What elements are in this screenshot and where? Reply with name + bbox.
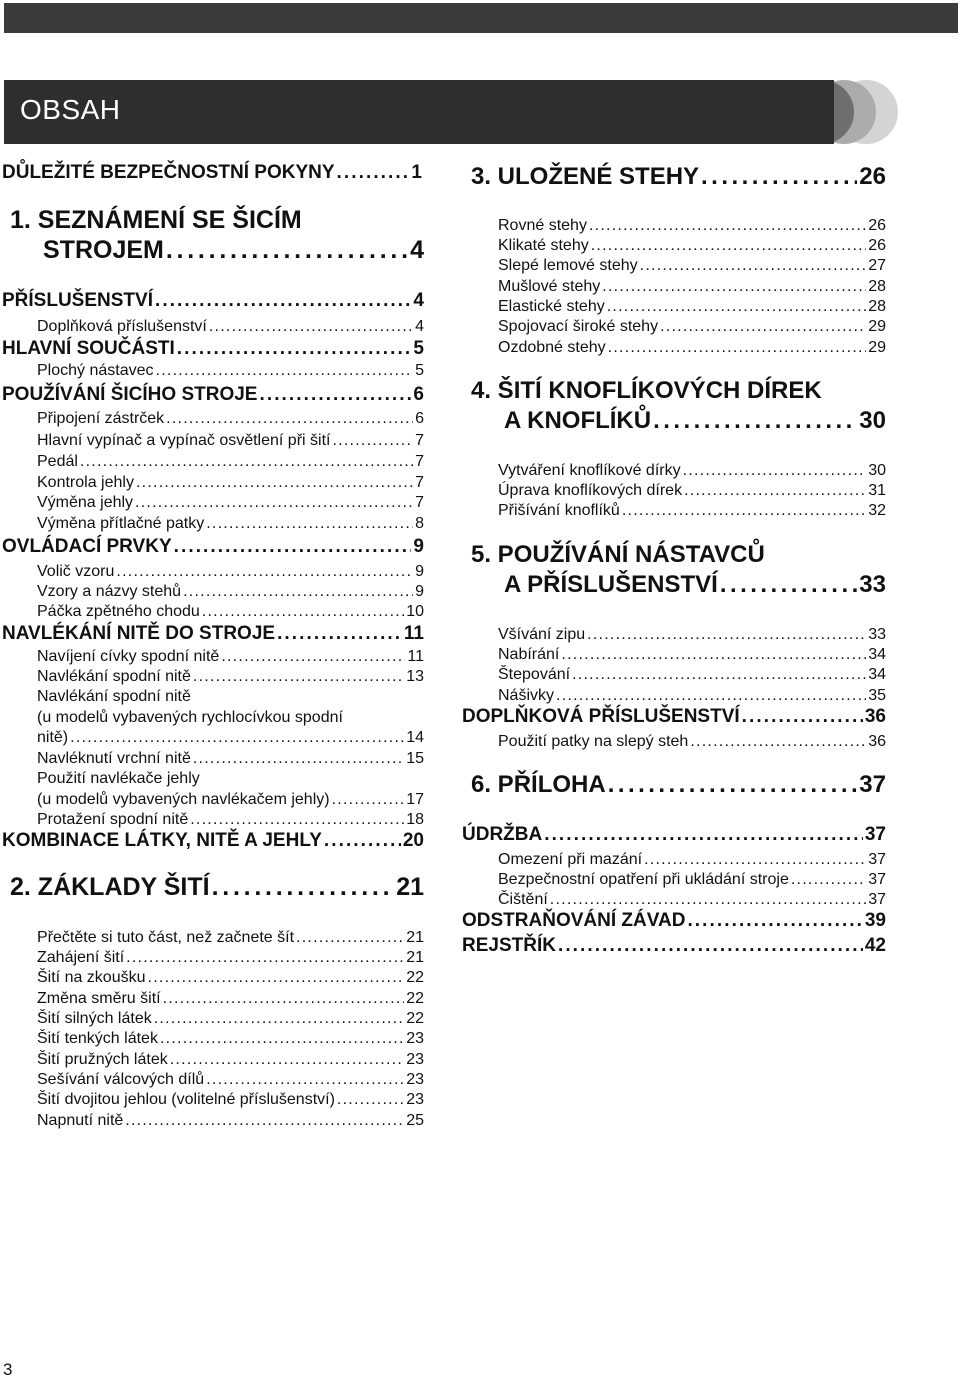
toc-subentry[interactable]: Vytváření knoflíkové dírky . . . 30 <box>498 462 886 480</box>
chapter-heading[interactable]: 6. PŘÍLOHA . . . 37 <box>471 771 886 799</box>
toc-subentry[interactable]: Pedál . . . 7 <box>37 453 424 471</box>
contents-header <box>4 80 834 144</box>
toc-subentry[interactable]: (u modelů vybavených navlékačem jehly) . . . 17 <box>37 791 424 809</box>
page-number: 3 <box>3 1360 13 1379</box>
toc-subentry-line[interactable]: Navlékání spodní nitě <box>37 688 191 705</box>
toc-subentry[interactable]: Šití dvojitou jehlou (volitelné příslušenství) . . . 23 <box>37 1091 424 1109</box>
toc-subentry[interactable]: Omezení při mazání . . . 37 <box>498 851 886 869</box>
chapter-heading[interactable]: 4. ŠITÍ KNOFLÍKOVÝCH DÍREK <box>471 377 822 404</box>
toc-subentry[interactable]: Rovné stehy . . . 26 <box>498 217 886 235</box>
toc-subentry[interactable]: Slepé lemové stehy . . . 27 <box>498 257 886 275</box>
toc-subentry[interactable]: Nabírání . . . 34 <box>498 646 886 664</box>
toc-subentry[interactable]: Kontrola jehly . . . 7 <box>37 474 424 492</box>
toc-subentry[interactable]: Plochý nástavec . . . 5 <box>37 362 424 380</box>
toc-entry[interactable]: HLAVNÍ SOUČÁSTI . . . 5 <box>2 338 424 360</box>
toc-entry[interactable]: PŘÍSLUŠENSTVÍ . . . 4 <box>2 290 424 312</box>
top-bar <box>4 3 958 33</box>
toc-subentry[interactable]: Hlavní vypínač a vypínač osvětlení při šití . . . 7 <box>37 432 424 450</box>
toc-subentry[interactable]: Použití patky na slepý steh . . . 36 <box>498 733 886 751</box>
toc-entry[interactable]: DŮLEŽITÉ BEZPEČNOSTNÍ POKYNY . . . 1 <box>2 162 422 184</box>
toc-entry[interactable]: NAVLÉKÁNÍ NITĚ DO STROJE . . . 11 <box>2 623 424 645</box>
toc-subentry[interactable]: Připojení zástrček . . . 6 <box>37 410 424 428</box>
toc-subentry[interactable]: Úprava knoflíkových dírek . . . 31 <box>498 482 886 500</box>
chapter-heading[interactable]: 3. ULOŽENÉ STEHY . . . 26 <box>471 163 886 191</box>
toc-subentry[interactable]: Spojovací široké stehy . . . 29 <box>498 318 886 336</box>
toc-subentry[interactable]: Napnutí nitě . . . 25 <box>37 1112 424 1130</box>
chapter-heading[interactable]: STROJEM . . . 4 <box>43 236 424 265</box>
toc-subentry[interactable]: Mušlové stehy . . . 28 <box>498 278 886 296</box>
toc-subentry[interactable]: Štepování . . . 34 <box>498 666 886 684</box>
toc-subentry[interactable]: Všívání zipu . . . 33 <box>498 626 886 644</box>
toc-subentry[interactable]: Navíjení cívky spodní nitě . . . 11 <box>37 648 424 666</box>
toc-subentry-line[interactable]: (u modelů vybavených rychlocívkou spodní <box>37 709 343 726</box>
page-title: OBSAH <box>20 94 121 125</box>
toc-subentry[interactable]: Šití na zkoušku . . . 22 <box>37 969 424 987</box>
toc-subentry[interactable]: Navlékání spodní nitě . . . 13 <box>37 668 424 686</box>
toc-subentry[interactable]: Ozdobné stehy . . . 29 <box>498 339 886 357</box>
toc-subentry[interactable]: Zahájení šití . . . 21 <box>37 949 424 967</box>
toc-subentry[interactable]: Výměna přítlačné patky . . . 8 <box>37 515 424 533</box>
toc-subentry-line[interactable]: Použití navlékače jehly <box>37 770 200 787</box>
toc-subentry[interactable]: Výměna jehly . . . 7 <box>37 494 424 512</box>
toc-entry[interactable]: OVLÁDACÍ PRVKY . . . 9 <box>2 536 424 558</box>
toc-entry[interactable]: REJSTŘÍK . . . 42 <box>462 935 886 957</box>
toc-subentry[interactable]: Přečtěte si tuto část, než začnete šít . . . 21 <box>37 929 424 947</box>
chapter-heading[interactable]: 5. POUŽÍVÁNÍ NÁSTAVCŮ <box>471 541 765 568</box>
toc-subentry[interactable]: Šití pružných látek . . . 23 <box>37 1051 424 1069</box>
toc-entry[interactable]: DOPLŇKOVÁ PŘÍSLUŠENSTVÍ . . . 36 <box>462 706 886 728</box>
toc-subentry[interactable]: Sešívání válcových dílů . . . 23 <box>37 1071 424 1089</box>
chapter-heading[interactable]: 2. ZÁKLADY ŠITÍ . . . 21 <box>10 873 424 902</box>
toc-entry[interactable]: ÚDRŽBA . . . 37 <box>462 824 886 846</box>
toc-entry[interactable]: POUŽÍVÁNÍ ŠICÍHO STROJE . . . 6 <box>2 384 424 406</box>
chapter-heading[interactable]: 1. SEZNÁMENÍ SE ŠICÍM <box>10 206 302 234</box>
toc-subentry[interactable]: Navléknutí vrchní nitě . . . 15 <box>37 750 424 768</box>
chapter-heading[interactable]: A PŘÍSLUŠENSTVÍ . . . 33 <box>504 571 886 599</box>
toc-entry[interactable]: KOMBINACE LÁTKY, NITĚ A JEHLY . . . 20 <box>2 830 424 852</box>
toc-subentry[interactable]: Páčka zpětného chodu . . . 10 <box>37 603 424 621</box>
toc-subentry[interactable]: Šití silných látek . . . 22 <box>37 1010 424 1028</box>
toc-subentry[interactable]: Bezpečnostní opatření při ukládání stroje . . . 37 <box>498 871 886 889</box>
toc-subentry[interactable]: Klikaté stehy . . . 26 <box>498 237 886 255</box>
chapter-heading[interactable]: A KNOFLÍKŮ . . . 30 <box>504 407 886 435</box>
toc-subentry[interactable]: Volič vzoru . . . 9 <box>37 563 424 581</box>
toc-entry[interactable]: ODSTRAŇOVÁNÍ ZÁVAD . . . 39 <box>462 910 886 932</box>
toc-subentry[interactable]: Vzory a názvy stehů . . . 9 <box>37 583 424 601</box>
toc-subentry[interactable]: Nášivky . . . 35 <box>498 687 886 705</box>
toc-subentry[interactable]: Doplňková příslušenství . . . 4 <box>37 318 424 336</box>
toc-subentry[interactable]: nitě) . . . 14 <box>37 729 424 747</box>
toc-subentry[interactable]: Šití tenkých látek . . . 23 <box>37 1030 424 1048</box>
toc-subentry[interactable]: Čištění . . . 37 <box>498 891 886 909</box>
toc-subentry[interactable]: Změna směru šití . . . 22 <box>37 990 424 1008</box>
toc-subentry[interactable]: Přišívání knoflíků . . . 32 <box>498 502 886 520</box>
toc-subentry[interactable]: Protažení spodní nitě . . . 18 <box>37 811 424 829</box>
toc-subentry[interactable]: Elastické stehy . . . 28 <box>498 298 886 316</box>
